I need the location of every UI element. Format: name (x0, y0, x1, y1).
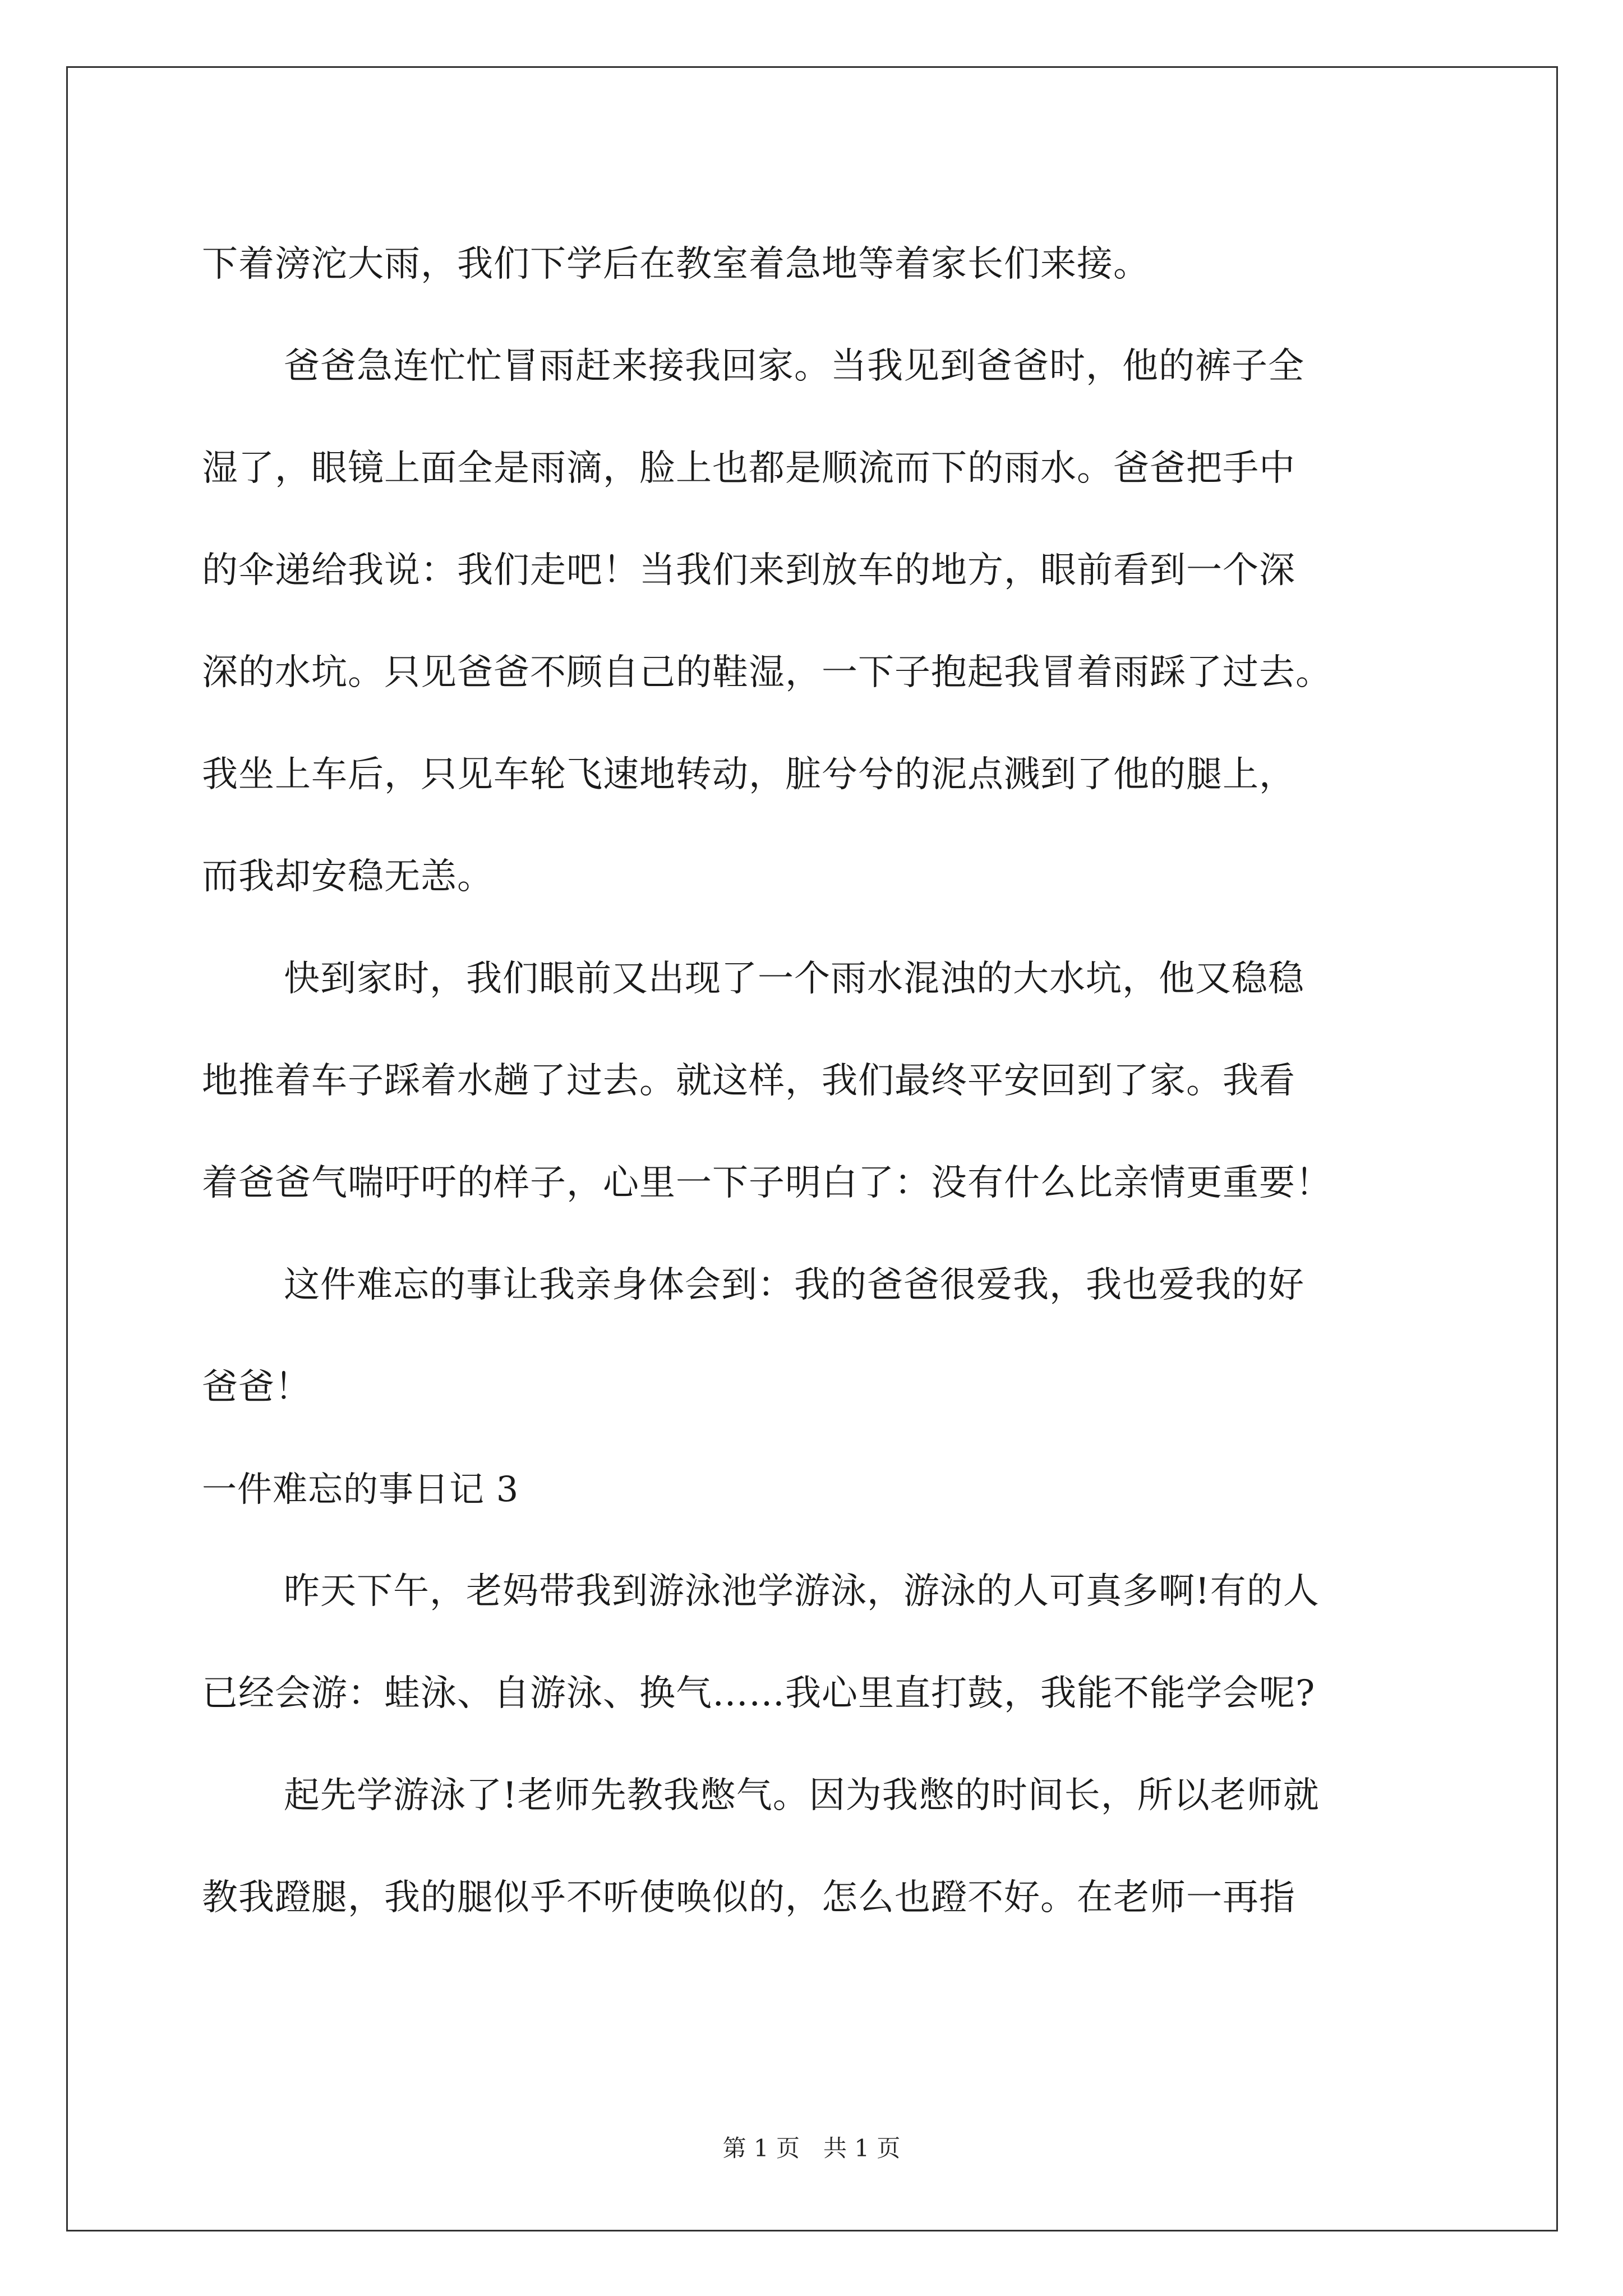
text-line: 已经会游：蛙泳、自游泳、换气……我心里直打鼓，我能不能学会呢? (202, 1673, 1316, 1714)
document-body (202, 213, 1441, 1949)
paragraph-start-line: 快到家时，我们眼前又出现了一个雨水混浊的大水坑，他又稳稳 (284, 958, 1304, 1000)
text-line: 下着滂沱大雨，我们下学后在教室着急地等着家长们来接。 (202, 243, 1150, 285)
text-line: 地推着车子踩着水趟了过去。就这样，我们最终平安回到了家。我看 (202, 1060, 1295, 1102)
text-line: 湿了，眼镜上面全是雨滴，脸上也都是顺流而下的雨水。爸爸把手中 (202, 448, 1295, 489)
text-line: 着爸爸气喘吁吁的样子，心里一下子明白了：没有什么比亲情更重要！ (202, 1162, 1332, 1204)
paragraph-start-line: 起先学游泳了!老师先教我憋气。因为我憋的时间长，所以老师就 (284, 1775, 1320, 1816)
text-line: 教我蹬腿，我的腿似乎不听使唤似的，怎么也蹬不好。在老师一再指 (202, 1877, 1295, 1918)
text-line: 深的水坑。只见爸爸不顾自己的鞋湿，一下子抱起我冒着雨踩了过去。 (202, 652, 1332, 693)
text-line: 我坐上车后，只见车轮飞速地转动，脏兮兮的泥点溅到了他的腿上， (202, 754, 1295, 795)
page-footer: 第 1 页 共 1 页 (722, 2134, 901, 2162)
text-line: 的伞递给我说：我们走吧！当我们来到放车的地方，眼前看到一个深 (202, 550, 1295, 591)
text-line: 爸爸！ (202, 1366, 311, 1408)
paragraph-start-line: 这件难忘的事让我亲身体会到：我的爸爸很爱我，我也爱我的好 (284, 1264, 1304, 1306)
paragraph-start-line: 爸爸急连忙忙冒雨赶来接我回家。当我见到爸爸时，他的裤子全 (284, 346, 1304, 387)
text-line: 而我却安稳无恙。 (202, 856, 494, 898)
section-heading: 一件难忘的事日记 3 (202, 1469, 519, 1510)
paragraph-start-line: 昨天下午，老妈带我到游泳池学游泳，游泳的人可真多啊!有的人 (284, 1571, 1320, 1612)
